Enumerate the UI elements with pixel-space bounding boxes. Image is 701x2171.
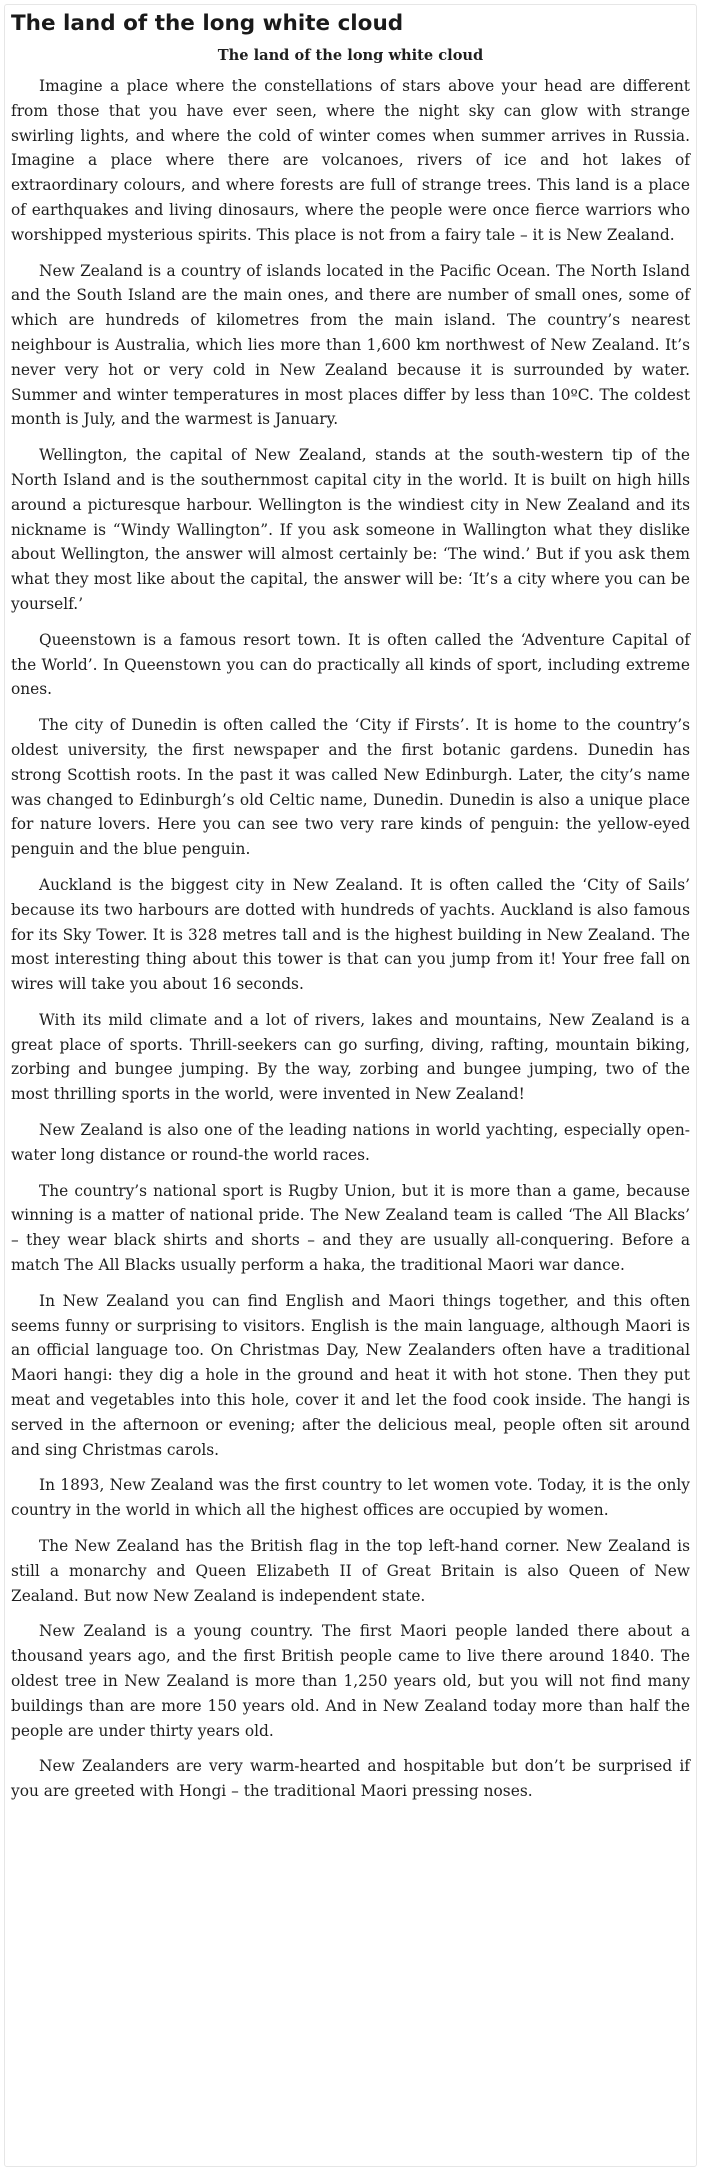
paragraph-women-vote: In 1893, New Zealand was the first country to let women vote. Today, it is the only country in the world in which all the highest offices are occupied by women. [11,1476,690,1520]
article-title: The land of the long white cloud [217,47,484,64]
paragraph-flag: The New Zealand has the British flag in the top left-hand corner. New Zealand is still a monarchy and Queen Elizabeth II of Great Britain is also Queen of New Zealand. But now New Zealand is independent state. [11,1537,690,1605]
article [11,45,690,1804]
paragraph-auckland: Auckland is the biggest city in New Zealand. It is often called the ‘City of Sails’ because its two harbours are dotted with hundreds of yachts. Auckland is also famous for its Sky Tower. It is 328 metres tall and is the highest building in New Zealand. The most interesting thing about this tower is that can you jump from it! Your free fall on wires will take you about 16 seconds. [11,875,690,994]
paragraph-history: New Zealand is a young country. The first Maori people landed there about a thousand years ago, and the first British people came to live there around 1840. The oldest tree in New Zealand is more than 1,250 years old, but you will not find many buildings than are more 150 years old. And in New Zealand today more than half the people are under thirty years old. [11,1622,690,1740]
paragraph-rugby: The country’s national sport is Rugby Union, but it is more than a game, because winning is a matter of national pride. The New Zealand team is called ‘The All Blacks’ – they wear black shirts and shorts – and they are usually all-conquering. Before a match The All Blacks usually perform a haka, the traditional Maori war dance. [11,1181,690,1275]
paragraph-sports: With its mild climate and a lot of rivers, lakes and mountains, New Zealand is a great place of sports. Thrill-seekers can go surfing, diving, rafting, mountain biking, zorbing and bungee jumping. By the way, zorbing and bungee jumping, two of the most thrilling sports in the world, were invented in New Zealand! [11,1010,690,1104]
paragraph-wellington: Wellington, the capital of New Zealand, stands at the south-western tip of the North Island and is the southernmost capital city in the world. It is built on high hills around a picturesque harbour. Wellington is the windiest city in New Zealand and its nickname is “Windy Wallington”. If you ask someone in Wallington what they dislike about Wellington, the answer will almost certainly be: ‘The wind.’ But if you ask them what they most like about the capital, the answer will be: ‘It’s a city where you can be yourself.’ [11,446,690,613]
paragraph-culture: In New Zealand you can find English and Maori things together, and this often seems funny or surprising to visitors. English is the main language, although Maori is an official language too. On Christmas Day, New Zealanders often have a traditional Maori hangi: they dig a hole in the ground and heat it with hot stone. Then they put meat and vegetables into this hole, cover it and let the food cook inside. The hangi is served in the afternoon or evening; after the delicious meal, people often sit around and sing Christmas carols. [11,1291,690,1459]
paragraph-hospitality: New Zealanders are very warm-hearted and hospitable but don’t be surprised if you are greeted with Hongi – the traditional Maori pressing noses. [11,1757,690,1801]
paragraph-intro: Imagine a place where the constellations of stars above your head are different from those that you have ever seen, where the night sky can glow with strange swirling lights, and where the cold of winter comes when summer arrives in Russia. Imagine a place where there are volcanoes, rivers of ice and hot lakes of extraordinary colours, and where forests are full of strange trees. This land is a place of earthquakes and living dinosaurs, where the people were once fierce warriors who worshipped mysterious spirits. This place is not from a fairy tale – it is New Zealand. [11,77,690,244]
page-title: The land of the long white cloud [11,11,404,36]
paragraph-yachting: New Zealand is also one of the leading nations in world yachting, especially open-water long distance or round-the world races. [11,1121,690,1164]
paragraph-geography: New Zealand is a country of islands located in the Pacific Ocean. The North Island and the South Island are the main ones, and there are number of small ones, some of which are hundreds of kilometres from the main island. The country’s nearest neighbour is Australia, which lies more than 1,600 km northwest of New Zealand. It’s never very hot or very cold in New Zealand because it is surrounded by water. Summer and winter temperatures in most places differ by less than 10ºC. The coldest month is July, and the warmest is January. [11,261,690,429]
paragraph-queenstown: Queenstown is a famous resort town. It is often called the ‘Adventure Capital of the World’. In Queenstown you can do practically all kinds of sport, including extreme ones. [11,630,690,699]
paragraph-dunedin: The city of Dunedin is often called the ‘City if Firsts’. It is home to the country’s oldest university, the first newspaper and the first botanic gardens. Dunedin has strong Scottish roots. In the past it was called New Edinburgh. Later, the city’s name was changed to Edinburgh’s old Celtic name, Dunedin. Dunedin is also a unique place for nature lovers. Here you can see two very rare kinds of penguin: the yellow-eyed penguin and the blue penguin. [11,716,690,859]
document-page [4,4,697,2167]
